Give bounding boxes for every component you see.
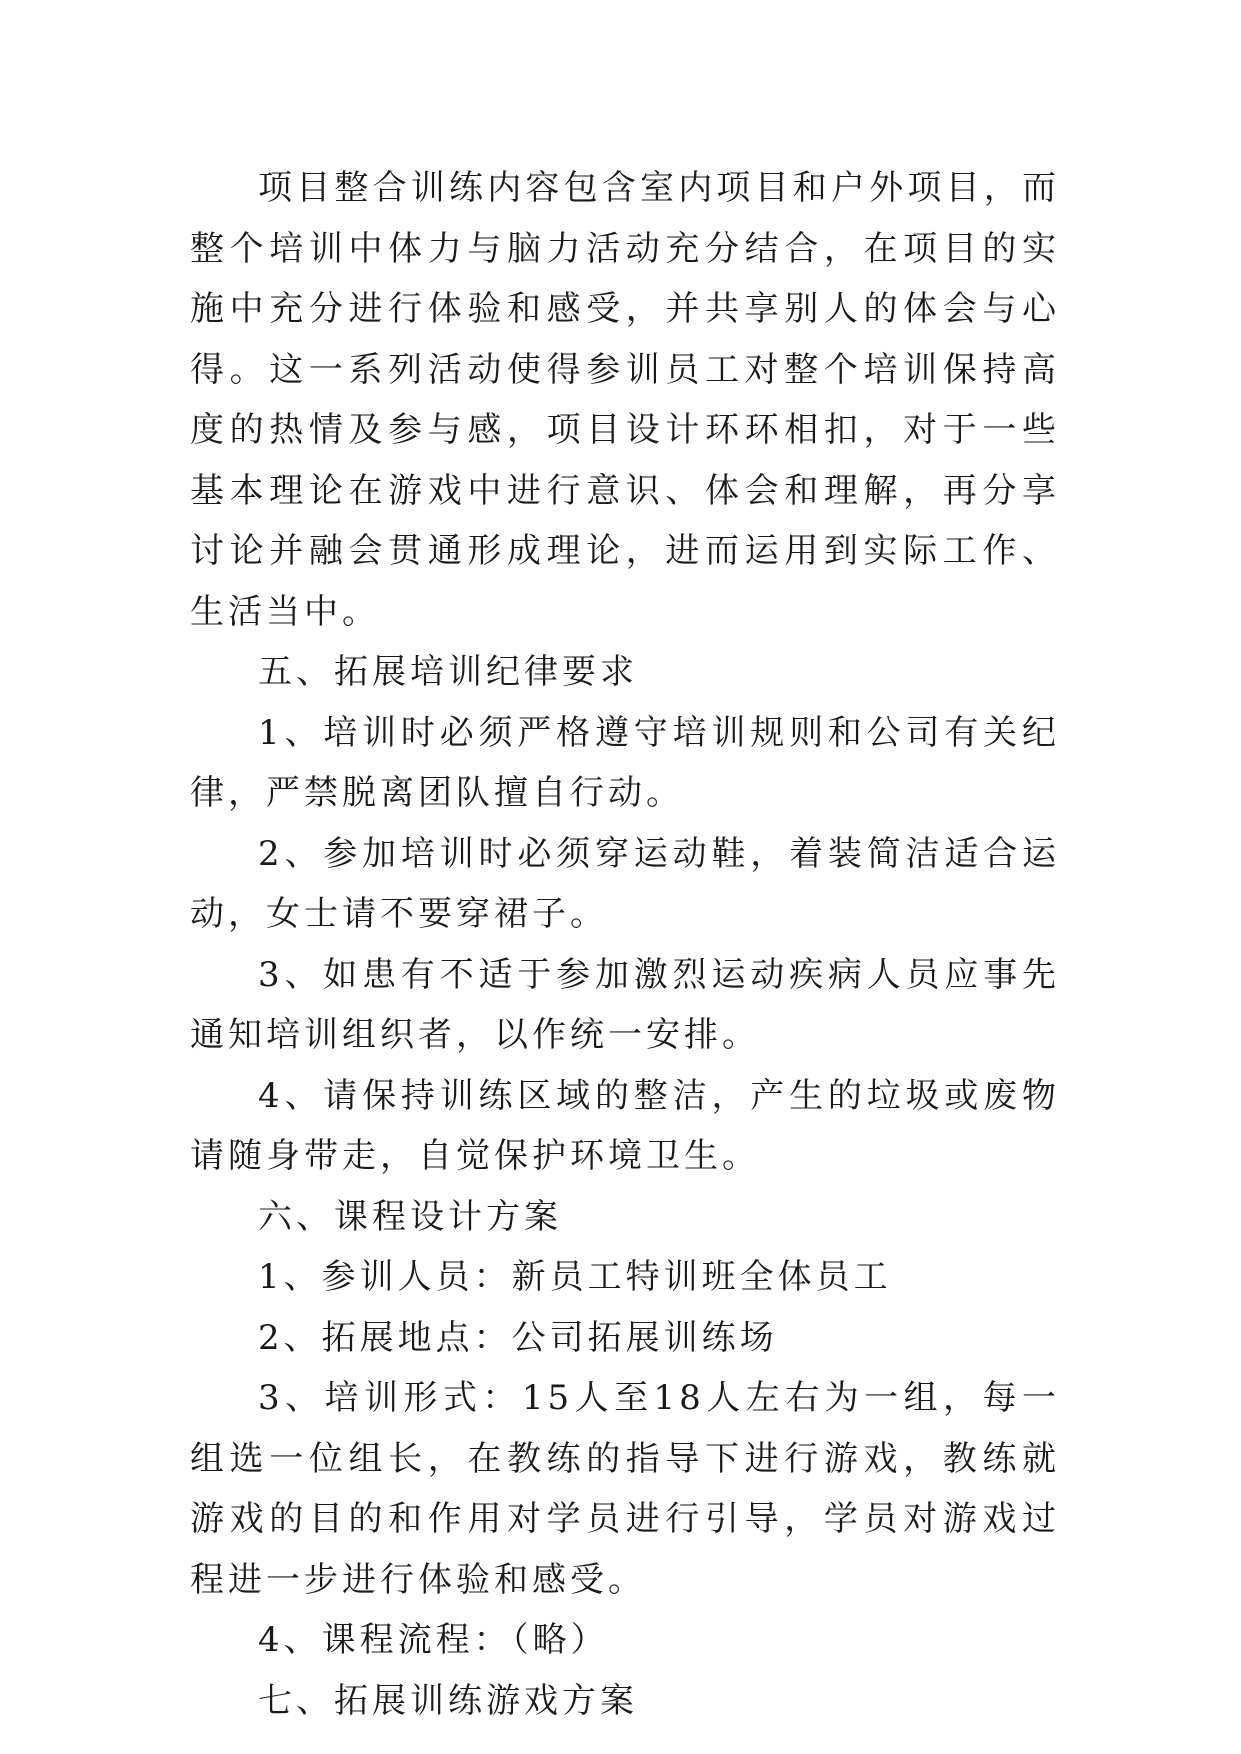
heading-course-design: 六、课程设计方案 — [258, 1196, 562, 1237]
list-item-discipline-2: 2、参加培训时必须穿运动鞋，着装简洁适合运动，女士请不要穿裙子。 — [190, 833, 1060, 934]
heading-discipline-requirements: 五、拓展培训纪律要求 — [258, 652, 638, 692]
list-item-discipline-4: 4、请保持训练区域的整洁，产生的垃圾或废物请随身带走，自觉保护环境卫生。 — [190, 1075, 1060, 1176]
document-body — [190, 158, 1060, 1731]
list-item-course-4: 4、课程流程：（略） — [258, 1620, 609, 1660]
list-item-discipline-1: 1、培训时必须严格遵守培训规则和公司有关纪律，严禁脱离团队擅自行动。 — [190, 712, 1060, 813]
heading-game-plan: 七、拓展训练游戏方案 — [258, 1680, 638, 1721]
list-item-course-1: 1、参训人员：新员工特训班全体员工 — [258, 1257, 892, 1297]
paragraph-project-integration: 项目整合训练内容包含室内项目和户外项目，而整个培训中体力与脑力活动充分结合，在项目的实施中充分进行体验和感受，并共享别人的体会与心得。这一系列活动使得参训员工对整个培训保持高度的热情及参与感，项目设计环环相扣，对于一些基本理论在游戏中进行意识、体会和理解，再分享讨论并融会贯通形成理论，进而运用到实际工作、生活当中。 — [190, 168, 1060, 632]
list-item-discipline-3: 3、如患有不适于参加激烈运动疾病人员应事先通知培训组织者，以作统一安排。 — [190, 954, 1060, 1055]
list-item-course-3: 3、培训形式：15人至18人左右为一组，每一组选一位组长，在教练的指导下进行游戏，教练就游戏的目的和作用对学员进行引导，学员对游戏过程进一步进行体验和感受。 — [190, 1378, 1060, 1600]
list-item-course-2: 2、拓展地点：公司拓展训练场 — [258, 1317, 778, 1358]
